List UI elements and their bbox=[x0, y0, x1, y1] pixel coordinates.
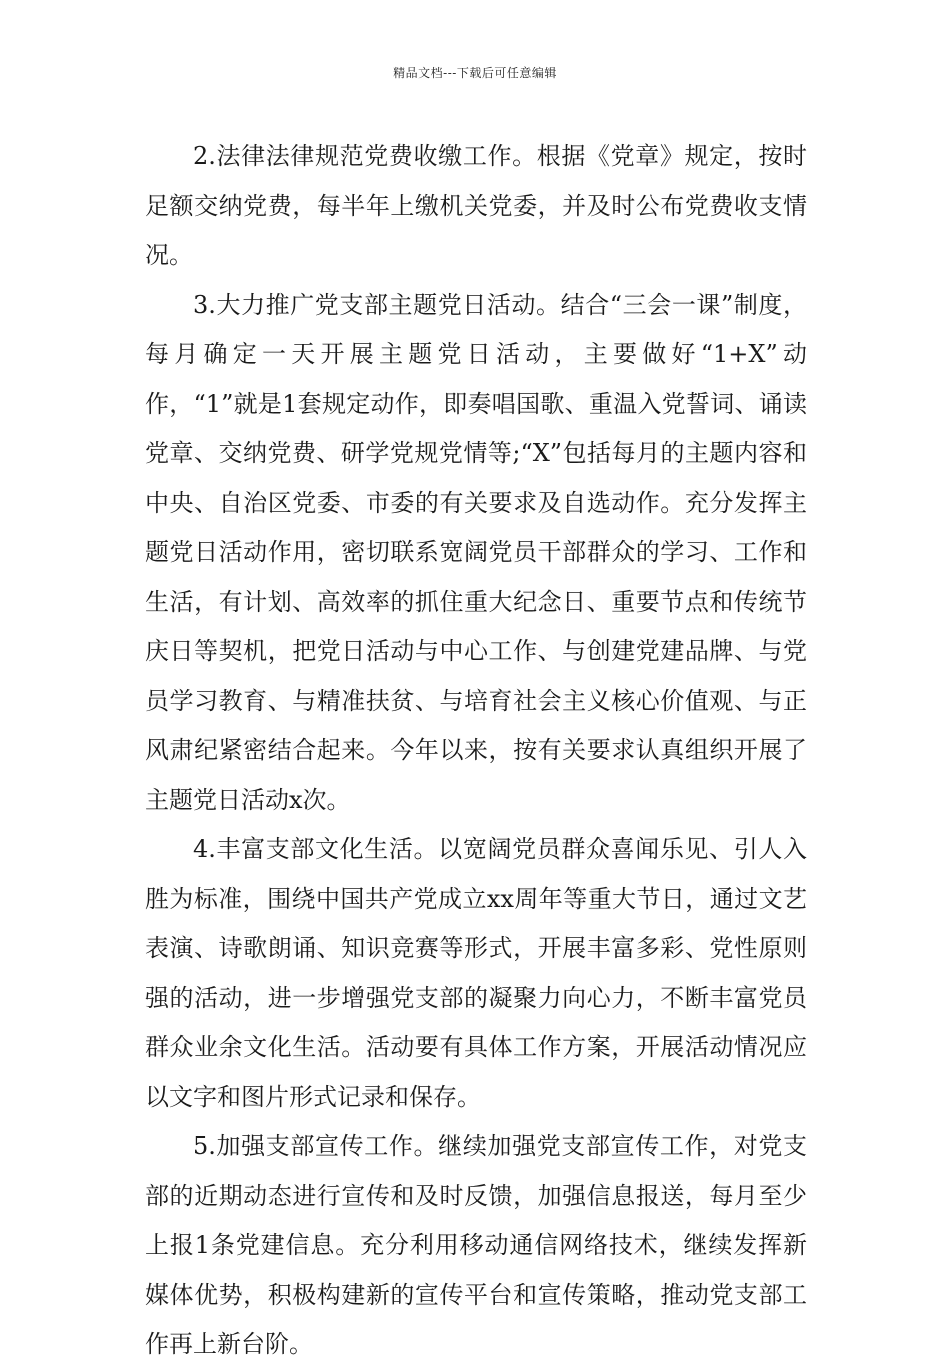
page-header: 精品文档---下载后可任意编辑 bbox=[393, 66, 557, 80]
paragraph-item-4: 4.丰富支部文化生活。以宽阔党员群众喜闻乐见、引人入胜为标准，围绕中国共产党成立xx周年等重大节日，通过文艺表演、诗歌朗诵、知识竞赛等形式，开展丰富多彩、党性原则强的活动，进一步增强党支部的凝聚力向心力，不断丰富党员群众业余文化生活。活动要有具体工作方案，开展活动情况应以文字和图片形式记录和保存。 bbox=[145, 835, 807, 1111]
document-body bbox=[145, 132, 807, 1370]
paragraph-item-5: 5.加强支部宣传工作。继续加强党支部宣传工作，对党支部的近期动态进行宣传和及时反馈，加强信息报送，每月至少上报1条党建信息。充分利用移动通信网络技术，继续发挥新媒体优势，积极构建新的宣传平台和宣传策略，推动党支部工作再上新台阶。 bbox=[145, 1132, 807, 1358]
paragraph-item-3: 3.大力推广党支部主题党日活动。结合“三会一课”制度，每月确定一天开展主题党日活动，主要做好“1+X”动作，“1”就是1套规定动作，即奏唱国歌、重温入党誓词、诵读党章、交纳党费、研学党规党情等;“X”包括每月的主题内容和中央、自治区党委、市委的有关要求及自选动作。充分发挥主题党日活动作用，密切联系宽阔党员干部群众的学习、工作和生活，有计划、高效率的抓住重大纪念日、重要节点和传统节庆日等契机，把党日活动与中心工作、与创建党建品牌、与党员学习教育、与精准扶贫、与培育社会主义核心价值观、与正风肃纪紧密结合起来。今年以来，按有关要求认真组织开展了主题党日活动x次。 bbox=[145, 290, 807, 814]
paragraph-item-2: 2.法律法律规范党费收缴工作。根据《党章》规定，按时足额交纳党费，每半年上缴机关党委，并及时公布党费收支情况。 bbox=[145, 142, 807, 269]
